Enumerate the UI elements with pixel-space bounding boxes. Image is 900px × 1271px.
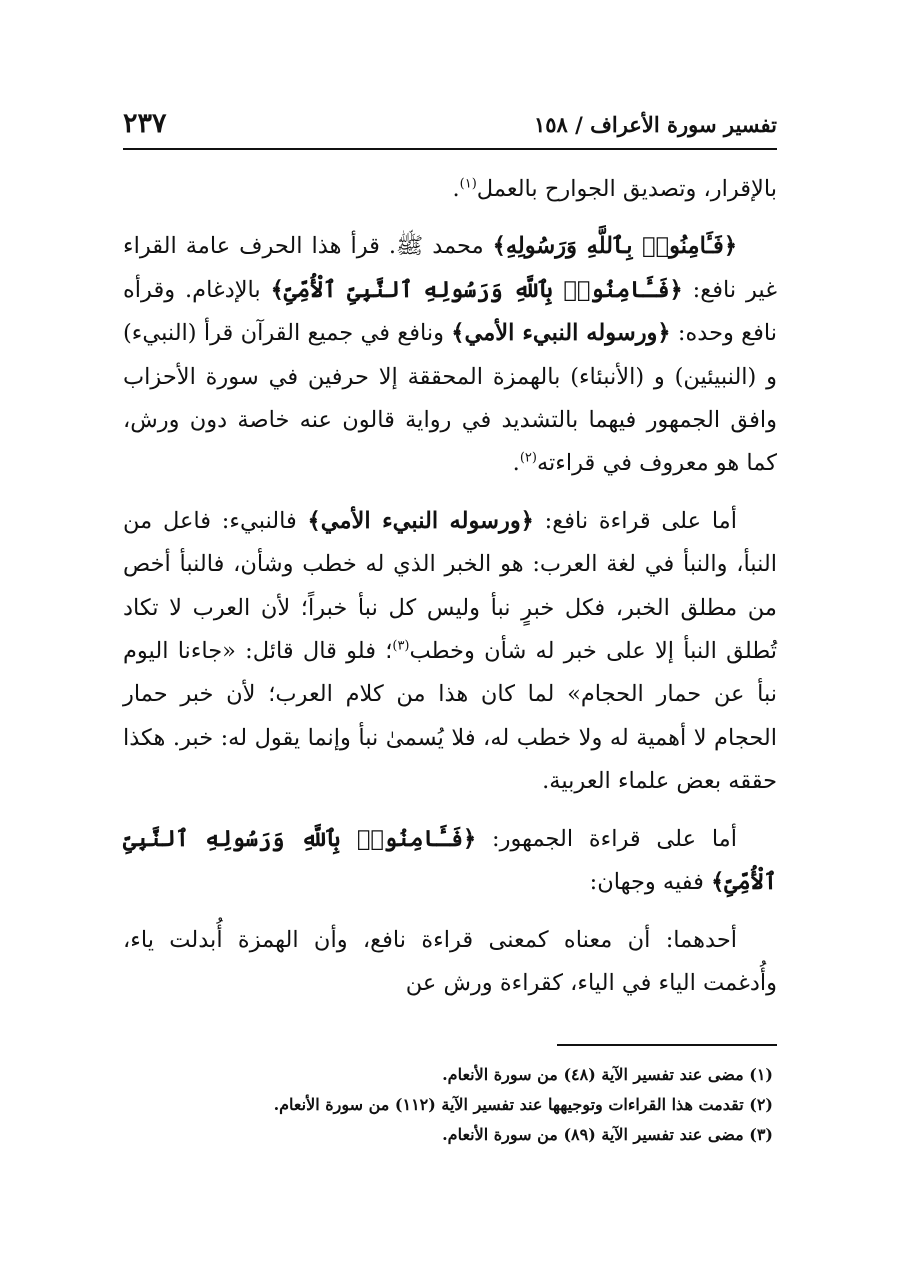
footnote-2: (٢) تقدمت هذا القراءات وتوجيهها عند تفسير الآية (١١٢) من سورة الأنعام. (273, 1095, 773, 1114)
page-number: ٢٣٧ (123, 108, 167, 139)
quran-quote: ﴿فَـَٔامِنُوا۟ بِٱللَّهِ وَرَسُولِهِ ٱلنَّبِىِّ ٱلْأُمِّىِّ﴾ (270, 276, 683, 303)
footnote-ref-1: (١) (459, 176, 477, 192)
page-header (123, 108, 777, 150)
footnote-3: (٣) مضى عند تفسير الآية (٨٩) من سورة الأنعام. (442, 1125, 773, 1144)
quran-quote: ﴿فَـَٔامِنُوا۟ بِٱللَّهِ وَرَسُولِهِ ٱلنَّبِىِّ ٱلْأُمِّىِّ﴾ (123, 825, 777, 896)
quran-quote: ﴿فَـَٔامِنُوا۟ بِٱللَّهِ وَرَسُولِهِ﴾ (492, 233, 737, 260)
running-title: تفسير سورة الأعراف / ١٥٨ (533, 112, 777, 137)
main-text (123, 168, 777, 1019)
footnotes (123, 1044, 777, 1150)
paragraph-4: أما على قراءة الجمهور: ﴿فَـَٔامِنُوا۟ بِٱللَّهِ وَرَسُولِهِ ٱلنَّبِىِّ ٱلْأُمِّىِّ﴾ ففيه وجهان: (123, 825, 777, 896)
paragraph-1: بالإقرار، وتصديق الجوارح بالعمل$^{(١)}$. (452, 176, 777, 202)
quran-quote: ﴿ورسوله النبيء الأمي﴾ (451, 320, 671, 347)
paragraph-5: أحدهما: أن معناه كمعنى قراءة نافع، وأن الهمزة أُبدلت ياء، وأُدغمت الياء في الياء، كقراءة ورش عن (123, 926, 777, 996)
paragraph-2: ﴿فَـَٔامِنُوا۟ بِٱللَّهِ وَرَسُولِهِ﴾ محمد ﷺ. قرأ هذا الحرف عامة القراء غير نافع: ﴿فَـَٔامِنُوا۟ بِٱللَّهِ وَرَسُولِهِ ٱلنَّبِىِّ ٱلْأُمِّىِّ﴾ بالإدغام. وقرأه نافع وحده: ﴿ورسوله النبيء الأمي﴾ ونافع في جميع القرآن قرأ (النبيء) و (النبيئين) و (الأنبئاء) بالهمزة المحققة إلا حرفين في سورة الأحزاب وافق الجمهور فيهما بالتشديد في رواية قالون عنه خاصة دون ورش، كما هو معروف في قراءته$^{(٢)}$. (123, 233, 777, 477)
footnote-divider (557, 1044, 777, 1046)
footnote-1: (١) مضى عند تفسير الآية (٤٨) من سورة الأنعام. (442, 1065, 773, 1084)
footnote-ref-2: (٢) (519, 450, 537, 466)
footnote-ref-3: (٣) (392, 638, 410, 654)
quran-quote: ﴿ورسوله النبيء الأمي﴾ (307, 507, 534, 534)
paragraph-3: أما على قراءة نافع: ﴿ورسوله النبيء الأمي﴾ فالنبيء: فاعل من النبأ، والنبأ في لغة العرب: هو الخبر الذي له خطب وشأن، فالنبأ أخص من مطلق الخبر، فكل خبرٍ نبأ وليس كل نبأ خبراً؛ لأن العرب لا تكاد تُطلق النبأ إلا على خبر له شأن وخطب$^{(٣)}$؛ فلو قال قائل: «جاءنا اليوم نبأ عن حمار الحجام» لما كان هذا من كلام العرب؛ لأن خبر حمار الحجام لا أهمية له ولا خطب له، فلا يُسمىٰ نبأ وإنما يقول له: خبر. هكذا حققه بعض علماء العربية. (123, 507, 778, 795)
